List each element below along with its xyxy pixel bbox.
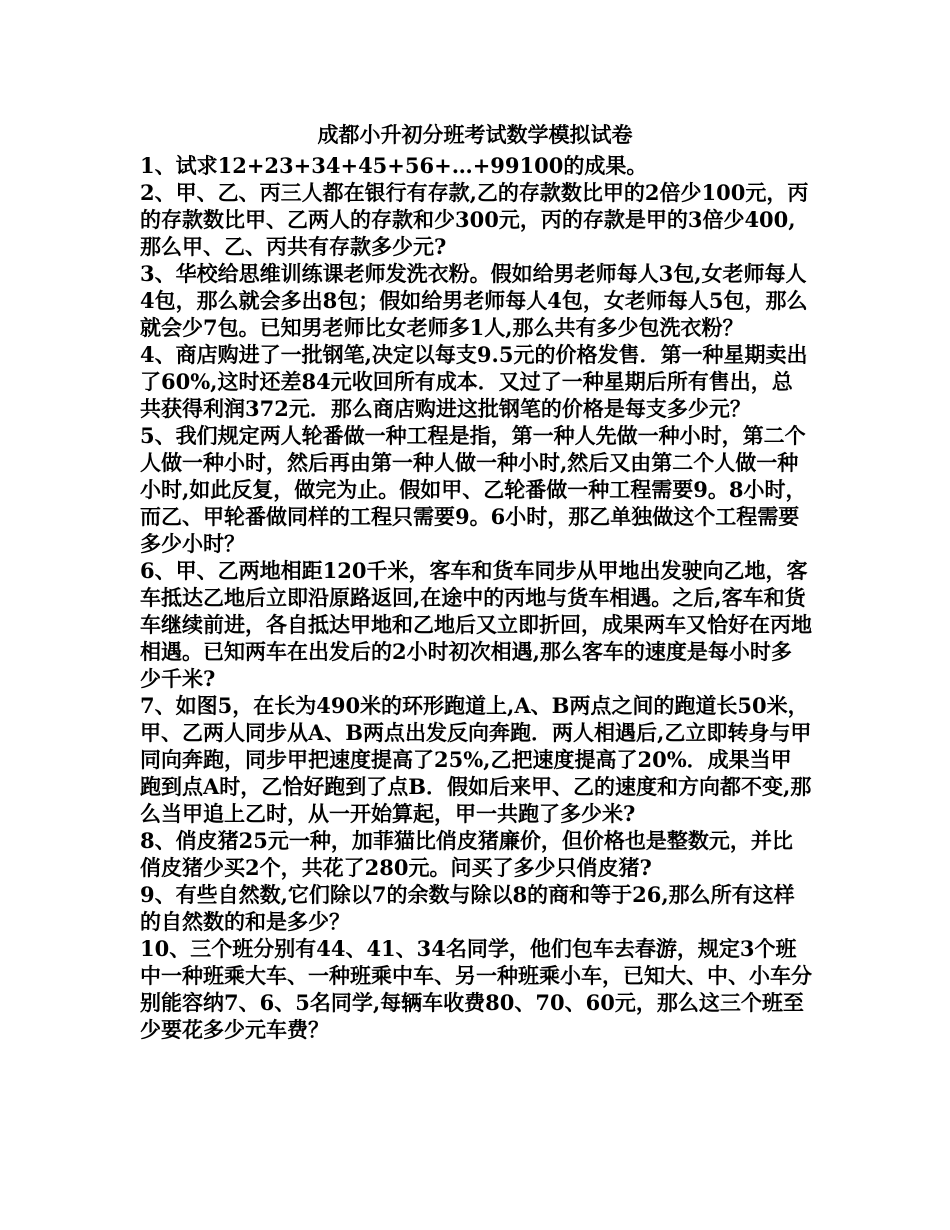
question-5: 5、我们规定两人轮番做一种工程是指，第一种人先做一种小时，第二个人做一种小时，然后再由第一种人做一种小时,然后又由第二个人做一种小时,如此反复，做完为止。假如甲、乙轮番做一种工程需要9。8小时，而乙、甲轮番做同样的工程只需要9。6小时，那乙单独做这个工程需要多少小时？: [140, 423, 807, 556]
question-7: 7、如图5，在长为490米的环形跑道上,A、B两点之间的跑道长50米，甲、乙两人同步从A、B两点出发反向奔跑．两人相遇后,乙立即转身与甲同向奔跑，同步甲把速度提高了25%,乙把速度提高了20%．成果当甲跑到点A时，乙恰好跑到了点B．假如后来甲、乙的速度和方向都不变,那么当甲追上乙时，从一开始算起，甲一共跑了多少米?: [140, 693, 812, 826]
question-2: 2、甲、乙、丙三人都在银行有存款,乙的存款数比甲的2倍少100元，丙的存款数比甲、乙两人的存款和少300元，丙的存款是甲的3倍少400,那么甲、乙、丙共有存款多少元?: [140, 180, 809, 259]
question-9: 9、有些自然数,它们除以7的余数与除以8的商和等于26,那么所有这样的自然数的和是多少？: [140, 882, 795, 934]
question-3: 3、华校给思维训练课老师发洗衣粉。假如给男老师每人3包,女老师每人4包，那么就会多出8包；假如给男老师每人4包，女老师每人5包，那么就会少7包。已知男老师比女老师多1人,那么共有多少包洗衣粉？: [140, 261, 808, 340]
question-10: 10、三个班分别有44、41、34名同学，他们包车去春游，规定3个班中一种班乘大车、一种班乘中车、另一种班乘小车，已知大、中、小车分别能容纳7、6、5名同学,每辆车收费80、70、60元，那么这三个班至少要花多少元车费？: [140, 936, 812, 1042]
question-list: [140, 152, 812, 1043]
question-1: 1、试求12+23+34+45+56+…+99100的成果。: [140, 153, 648, 178]
question-4: 4、商店购进了一批钢笔,决定以每支9.5元的价格发售．第一种星期卖出了60%,这时还差84元收回所有成本．又过了一种星期后所有售出，总共获得利润372元．那么商店购进这批钢笔的价格是每支多少元？: [140, 342, 808, 421]
question-8: 8、俏皮猪25元一种，加菲猫比俏皮猪廉价，但价格也是整数元，并比俏皮猪少买2个，共花了280元。问买了多少只俏皮猪?: [140, 828, 793, 880]
document-title: 成都小升初分班考试数学模拟试卷: [317, 122, 633, 147]
question-6: 6、甲、乙两地相距120千米，客车和货车同步从甲地出发驶向乙地，客车抵达乙地后立即沿原路返回,在途中的丙地与货车相遇。之后,客车和货车继续前进，各自抵达甲地和乙地后又立即折回，成果两车又恰好在丙地相遇。已知两车在出发后的2小时初次相遇,那么客车的速度是每小时多少千米?: [140, 558, 812, 691]
